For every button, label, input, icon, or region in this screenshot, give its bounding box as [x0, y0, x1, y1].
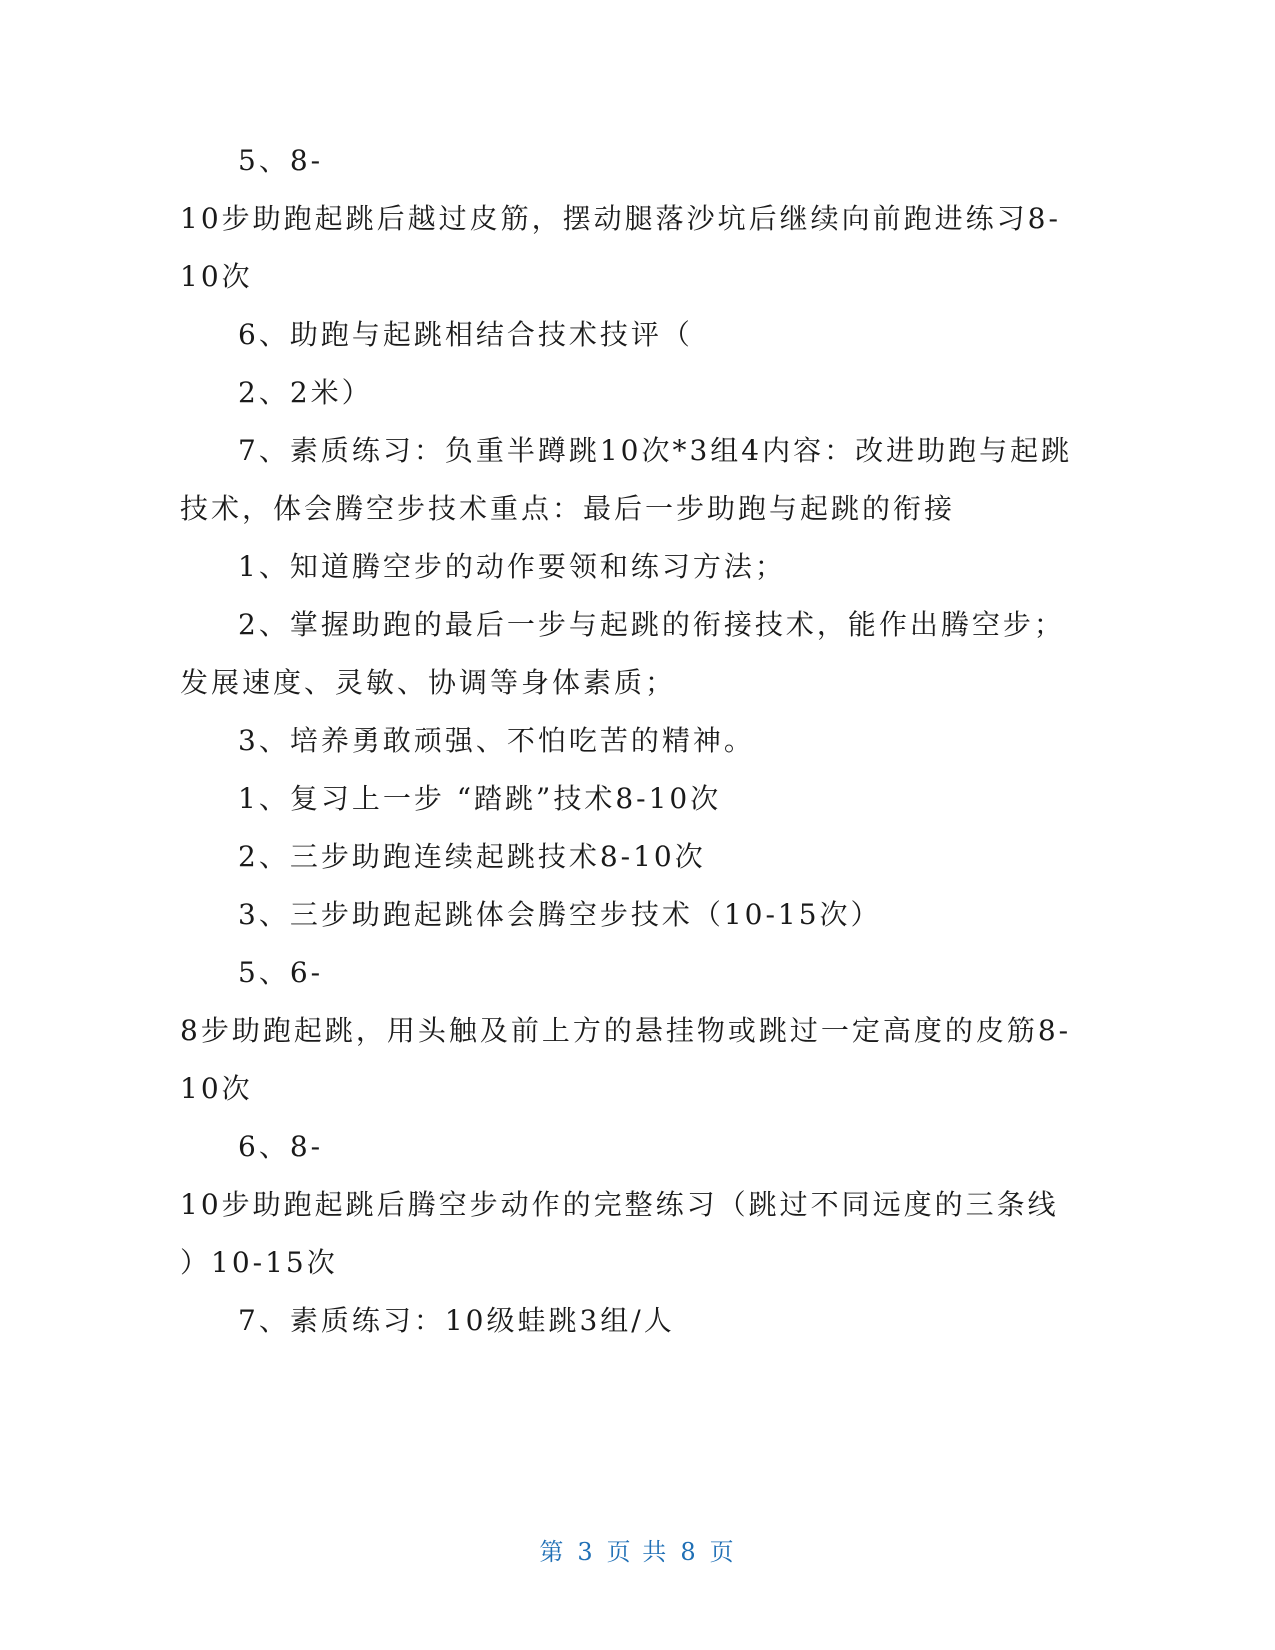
text-line: 7、素质练习：10级蛙跳3组/人 [238, 1304, 675, 1337]
footer-suffix: 页 [709, 1538, 736, 1566]
text-line: 10次 [180, 260, 253, 293]
page-footer [0, 1532, 1275, 1567]
text-line: 1、复习上一步 “踏跳”技术8-10次 [238, 782, 722, 815]
text-line: 7、素质练习：负重半蹲跳10次*3组4内容：改进助跑与起跳 [238, 434, 1073, 467]
text-line: 3、三步助跑起跳体会腾空步技术（10-15次） [238, 898, 882, 931]
text-line: 技术，体会腾空步技术重点：最后一步助跑与起跳的衔接 [180, 492, 956, 525]
text-line: 发展速度、灵敏、协调等身体素质； [180, 666, 677, 699]
text-line: 10步助跑起跳后越过皮筋，摆动腿落沙坑后继续向前跑进练习8- [180, 202, 1061, 235]
text-line: 1、知道腾空步的动作要领和练习方法； [238, 550, 786, 583]
document-body [180, 132, 1073, 1350]
text-line: 10步助跑起跳后腾空步动作的完整练习（跳过不同远度的三条线 [180, 1188, 1059, 1221]
text-line: ）10-15次 [180, 1246, 338, 1279]
footer-prefix: 第 [539, 1538, 566, 1566]
footer-middle: 页 共 [606, 1538, 669, 1566]
text-line: 6、8- [238, 1130, 324, 1163]
text-line: 10次 [180, 1072, 253, 1105]
text-line: 5、8- [238, 144, 324, 177]
total-pages-number: 8 [680, 1538, 698, 1566]
text-line: 5、6- [238, 956, 324, 989]
text-line: 2、2米） [238, 376, 373, 409]
text-line: 8步助跑起跳，用头触及前上方的悬挂物或跳过一定高度的皮筋8- [180, 1014, 1072, 1047]
text-line: 6、助跑与起跳相结合技术技评（ [238, 318, 693, 351]
text-line: 2、三步助跑连续起跳技术8-10次 [238, 840, 706, 873]
text-line: 2、掌握助跑的最后一步与起跳的衔接技术，能作出腾空步； [238, 608, 1065, 641]
text-line: 3、培养勇敢顽强、不怕吃苦的精神。 [238, 724, 755, 757]
current-page-number: 3 [577, 1538, 595, 1566]
